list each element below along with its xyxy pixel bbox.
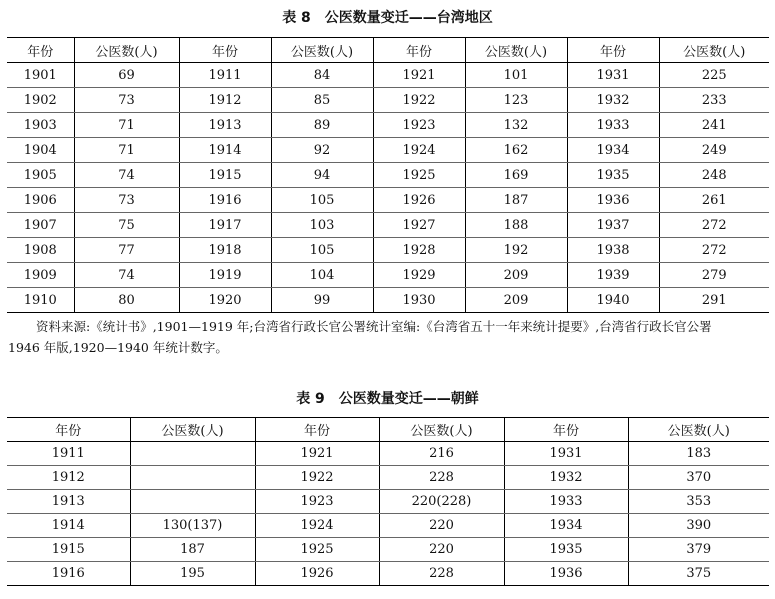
count-cell: 370	[628, 466, 769, 490]
year-cell: 1914	[7, 514, 130, 538]
year-cell: 1909	[7, 263, 74, 288]
year-cell: 1915	[7, 538, 130, 562]
table-row	[7, 138, 769, 163]
year-cell: 1936	[504, 562, 628, 586]
year-cell: 1933	[504, 490, 628, 514]
count-cell: 220	[379, 538, 504, 562]
count-cell: 73	[74, 188, 179, 213]
source-note-line-1: 资料来源:《统计书》,1901—1919 年;台湾省行政长官公署统计室编:《台湾省五十一年来统计提要》,台湾省行政长官公署	[36, 319, 712, 334]
year-cell: 1913	[179, 113, 271, 138]
year-cell: 1920	[179, 288, 271, 313]
year-cell: 1911	[179, 63, 271, 88]
count-cell: 248	[659, 163, 769, 188]
count-cell: 74	[74, 263, 179, 288]
year-cell: 1905	[7, 163, 74, 188]
count-cell: 188	[465, 213, 567, 238]
year-cell: 1932	[504, 466, 628, 490]
year-column-header: 年份	[7, 38, 74, 63]
table-row	[7, 514, 769, 538]
year-cell: 1940	[567, 288, 659, 313]
count-cell: 71	[74, 138, 179, 163]
table-8-body	[7, 63, 769, 313]
table-row	[7, 188, 769, 213]
count-cell: 249	[659, 138, 769, 163]
year-cell: 1931	[567, 63, 659, 88]
count-cell: 99	[271, 288, 373, 313]
year-cell: 1923	[255, 490, 379, 514]
table-row	[7, 442, 769, 466]
year-cell: 1924	[373, 138, 465, 163]
table-9	[7, 417, 769, 586]
count-cell: 225	[659, 63, 769, 88]
table-row	[7, 63, 769, 88]
count-cell: 94	[271, 163, 373, 188]
year-cell: 1910	[7, 288, 74, 313]
year-cell: 1935	[504, 538, 628, 562]
year-cell: 1934	[567, 138, 659, 163]
count-cell: 209	[465, 288, 567, 313]
year-cell: 1918	[179, 238, 271, 263]
count-cell: 375	[628, 562, 769, 586]
year-column-header: 年份	[179, 38, 271, 63]
year-cell: 1931	[504, 442, 628, 466]
year-cell: 1907	[7, 213, 74, 238]
count-cell: 291	[659, 288, 769, 313]
year-cell: 1930	[373, 288, 465, 313]
year-cell: 1933	[567, 113, 659, 138]
year-cell: 1902	[7, 88, 74, 113]
count-column-header: 公医数(人)	[271, 38, 373, 63]
year-cell: 1912	[7, 466, 130, 490]
count-cell: 220(228)	[379, 490, 504, 514]
count-cell: 233	[659, 88, 769, 113]
table-row	[7, 113, 769, 138]
count-cell: 73	[74, 88, 179, 113]
year-cell: 1916	[7, 562, 130, 586]
table-row	[7, 163, 769, 188]
year-cell: 1922	[255, 466, 379, 490]
count-cell: 105	[271, 188, 373, 213]
table-9-header-row	[7, 418, 769, 442]
count-cell: 390	[628, 514, 769, 538]
count-cell: 130(137)	[130, 514, 255, 538]
count-cell: 74	[74, 163, 179, 188]
year-column-header: 年份	[255, 418, 379, 442]
year-cell: 1906	[7, 188, 74, 213]
table-9-body	[7, 442, 769, 586]
year-cell: 1925	[373, 163, 465, 188]
count-cell: 261	[659, 188, 769, 213]
table-8-title: 表 8 公医数量变迁——台湾地区	[282, 10, 493, 26]
source-note-line-2: 1946 年版,1920—1940 年统计数字。	[8, 340, 228, 355]
year-cell: 1928	[373, 238, 465, 263]
year-cell: 1912	[179, 88, 271, 113]
table-8	[7, 37, 769, 313]
count-cell: 183	[628, 442, 769, 466]
year-cell: 1903	[7, 113, 74, 138]
count-cell: 220	[379, 514, 504, 538]
year-cell: 1904	[7, 138, 74, 163]
count-cell: 75	[74, 213, 179, 238]
count-cell	[130, 466, 255, 490]
year-cell: 1914	[179, 138, 271, 163]
year-cell: 1911	[7, 442, 130, 466]
year-column-header: 年份	[504, 418, 628, 442]
source-note	[8, 316, 775, 358]
year-cell: 1927	[373, 213, 465, 238]
table-row	[7, 490, 769, 514]
count-cell: 69	[74, 63, 179, 88]
table-row	[7, 88, 769, 113]
year-cell: 1934	[504, 514, 628, 538]
table-row	[7, 238, 769, 263]
count-cell: 77	[74, 238, 179, 263]
year-cell: 1908	[7, 238, 74, 263]
count-cell: 216	[379, 442, 504, 466]
count-cell: 104	[271, 263, 373, 288]
count-column-header: 公医数(人)	[465, 38, 567, 63]
year-cell: 1938	[567, 238, 659, 263]
year-cell: 1925	[255, 538, 379, 562]
table-row	[7, 466, 769, 490]
year-cell: 1917	[179, 213, 271, 238]
year-cell: 1926	[373, 188, 465, 213]
table-row	[7, 288, 769, 313]
count-cell: 132	[465, 113, 567, 138]
count-column-header: 公医数(人)	[659, 38, 769, 63]
count-cell: 209	[465, 263, 567, 288]
count-column-header: 公医数(人)	[130, 418, 255, 442]
count-cell: 272	[659, 213, 769, 238]
year-cell: 1901	[7, 63, 74, 88]
year-cell: 1915	[179, 163, 271, 188]
year-cell: 1923	[373, 113, 465, 138]
table-8-header-row	[7, 38, 769, 63]
count-cell: 187	[130, 538, 255, 562]
table-row	[7, 213, 769, 238]
year-cell: 1924	[255, 514, 379, 538]
count-cell: 272	[659, 238, 769, 263]
count-cell: 71	[74, 113, 179, 138]
count-column-header: 公医数(人)	[628, 418, 769, 442]
count-cell: 353	[628, 490, 769, 514]
count-cell: 84	[271, 63, 373, 88]
count-column-header: 公医数(人)	[74, 38, 179, 63]
table-9-title: 表 9 公医数量变迁——朝鲜	[296, 391, 479, 407]
count-cell: 92	[271, 138, 373, 163]
year-cell: 1913	[7, 490, 130, 514]
table-row	[7, 562, 769, 586]
count-cell: 162	[465, 138, 567, 163]
count-cell: 123	[465, 88, 567, 113]
count-cell: 169	[465, 163, 567, 188]
count-cell: 105	[271, 238, 373, 263]
count-cell: 89	[271, 113, 373, 138]
count-cell: 192	[465, 238, 567, 263]
count-cell: 101	[465, 63, 567, 88]
year-cell: 1932	[567, 88, 659, 113]
year-cell: 1921	[255, 442, 379, 466]
year-cell: 1936	[567, 188, 659, 213]
count-cell: 241	[659, 113, 769, 138]
year-column-header: 年份	[7, 418, 130, 442]
year-cell: 1916	[179, 188, 271, 213]
count-cell: 80	[74, 288, 179, 313]
count-cell: 228	[379, 562, 504, 586]
count-cell: 379	[628, 538, 769, 562]
count-column-header: 公医数(人)	[379, 418, 504, 442]
year-cell: 1939	[567, 263, 659, 288]
count-cell: 228	[379, 466, 504, 490]
year-cell: 1922	[373, 88, 465, 113]
count-cell: 279	[659, 263, 769, 288]
count-cell	[130, 490, 255, 514]
count-cell: 85	[271, 88, 373, 113]
count-cell: 103	[271, 213, 373, 238]
count-cell	[130, 442, 255, 466]
count-cell: 187	[465, 188, 567, 213]
year-cell: 1919	[179, 263, 271, 288]
year-column-header: 年份	[373, 38, 465, 63]
year-cell: 1935	[567, 163, 659, 188]
year-cell: 1921	[373, 63, 465, 88]
count-cell: 195	[130, 562, 255, 586]
table-row	[7, 538, 769, 562]
year-column-header: 年份	[567, 38, 659, 63]
year-cell: 1937	[567, 213, 659, 238]
table-row	[7, 263, 769, 288]
year-cell: 1929	[373, 263, 465, 288]
year-cell: 1926	[255, 562, 379, 586]
